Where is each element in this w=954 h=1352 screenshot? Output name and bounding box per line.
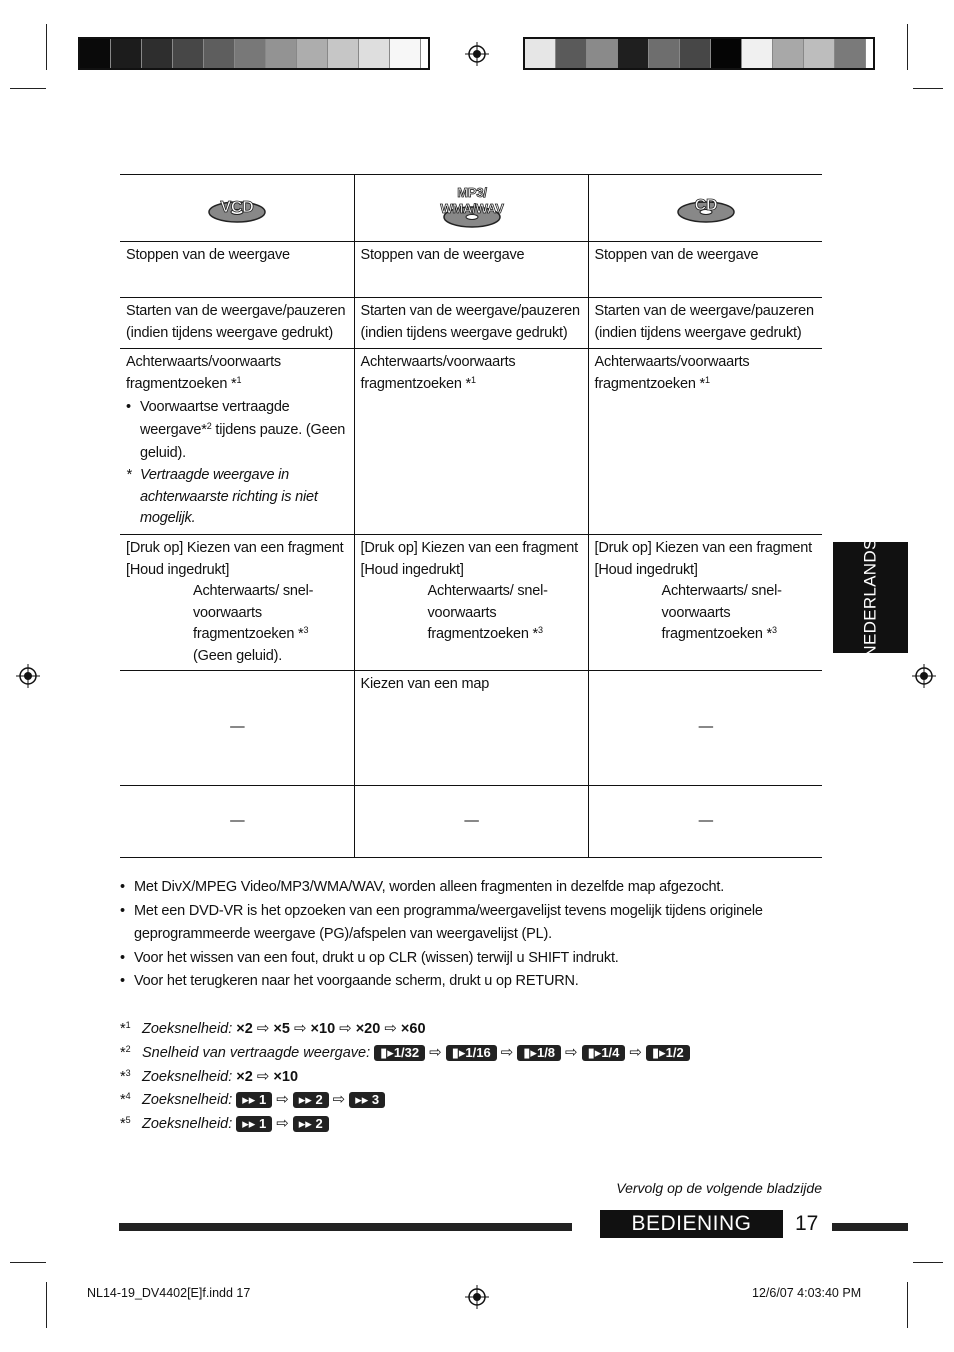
table-cell: — — [588, 671, 822, 786]
table-cell: Stoppen van de weergave — [126, 247, 290, 263]
mp3-wma-wav-disc-icon — [361, 178, 583, 238]
table-cell: Starten van de weergave/pauzeren (indien tijdens weergave gedrukt) — [126, 303, 346, 341]
table-cell: [Druk op] Kiezen van een fragment [Houd ingedrukt] Achterwaarts/ snel-voorwaarts fragmentzoeken *$^3$ — [354, 535, 588, 671]
list-item: • Met DivX/MPEG Video/MP3/WMA/WAV, worden alleen fragmenten in dezelfde map afgezocht. — [120, 879, 725, 895]
footer-rule — [832, 1223, 908, 1231]
crop-mark — [913, 1262, 943, 1263]
footnote-1: *$^1$ Zoeksnelheid: ×2 ⇨ ×5 ⇨ ×10 ⇨ ×20 ⇨ ×60 — [120, 1020, 426, 1037]
registration-mark-icon — [912, 664, 936, 688]
table-row — [120, 349, 822, 535]
table-cell: Achterwaarts/voorwaarts fragmentzoeken *$^1$ — [588, 349, 822, 535]
list-item: • Voor het terugkeren naar het voorgaande scherm, drukt u op RETURN. — [120, 973, 579, 989]
table-cell: — — [588, 786, 822, 858]
registration-mark-icon — [16, 664, 40, 688]
disc-label: VCD — [220, 199, 254, 216]
list-item: • Voor het wissen van een fout, drukt u op CLR (wissen) terwijl u SHIFT indrukt. — [120, 949, 619, 966]
footer-rule — [119, 1223, 572, 1231]
table-cell: — — [354, 786, 588, 858]
fast-forward-badge: ▸▸ 2 — [293, 1116, 329, 1132]
italic-note: Vertraagde weergave in achterwaarste richting is niet mogelijk. — [140, 467, 318, 526]
crop-mark — [907, 1282, 908, 1328]
slow-play-badge: ▮▸1/16 — [446, 1045, 497, 1061]
table-row — [120, 786, 822, 858]
cell-text: Achterwaarts/voorwaarts fragmentzoeken * — [126, 354, 281, 392]
table-row — [120, 298, 822, 349]
crop-mark — [907, 24, 908, 70]
table-row — [120, 175, 822, 242]
print-slug-left: NL14-19_DV4402[E]f.indd 17 — [87, 1286, 251, 1300]
table-cell: Achterwaarts/voorwaarts fragmentzoeken *$^1$ — [354, 349, 588, 535]
grey-scale-bar-right — [523, 37, 875, 70]
language-tab: NEDERLANDS — [833, 542, 908, 653]
slow-play-badge: ▮▸1/8 — [517, 1045, 561, 1061]
footnote-4: *$^4$ Zoeksnelheid: ▸▸ 1 ⇨ ▸▸ 2 ⇨ ▸▸ 3 — [120, 1090, 385, 1110]
function-table — [120, 174, 822, 858]
table-cell — [120, 175, 354, 242]
fast-forward-badge: ▸▸ 1 — [236, 1092, 272, 1108]
table-cell: Starten van de weergave/pauzeren (indien tijdens weergave gedrukt) — [354, 298, 588, 349]
print-slug-right: 12/6/07 4:03:40 PM — [752, 1286, 862, 1300]
table-row — [120, 535, 822, 671]
registration-mark-icon — [465, 42, 489, 66]
table-cell: Achterwaarts/voorwaarts fragmentzoeken *$^1$ • Voorwaartse vertraagde weergave*$^2$ tijdens pauze. (Geen geluid). * Vertraagde weergave in achterwaarste richting is niet mogelijk. — [120, 349, 354, 535]
fast-forward-badge: ▸▸ 1 — [236, 1116, 272, 1132]
table-cell: Stoppen van de weergave — [354, 242, 588, 298]
table-cell: — — [230, 719, 245, 736]
crop-mark — [913, 88, 943, 89]
slow-play-badge: ▮▸1/4 — [582, 1045, 626, 1061]
table-cell — [354, 175, 588, 242]
table-row — [120, 242, 822, 298]
crop-mark — [46, 24, 47, 70]
footnote-5: *$^5$ Zoeksnelheid: ▸▸ 1 ⇨ ▸▸ 2 — [120, 1114, 329, 1134]
slow-play-badge: ▮▸1/2 — [646, 1045, 690, 1061]
slow-play-badge: ▮▸1/32 — [374, 1045, 425, 1061]
list-item: • Met een DVD-VR is het opzoeken van een programma/weergavelijst tevens mogelijk tijdens originele geprogrammeerde weergave (PG)/afspelen van weergavelijst (PL). — [120, 902, 763, 942]
disc-label-line2: WMA/WAV — [439, 201, 504, 216]
cd-disc-icon — [595, 178, 818, 238]
notes-list — [120, 876, 820, 994]
footnote-3: *$^3$ Zoeksnelheid: ×2 ⇨ ×10 — [120, 1068, 299, 1085]
vcd-disc-icon — [126, 178, 349, 238]
registration-mark-icon — [465, 1285, 489, 1309]
table-cell — [588, 175, 822, 242]
crop-mark — [10, 88, 46, 89]
fast-forward-badge: ▸▸ 3 — [349, 1092, 385, 1108]
section-label: BEDIENING — [600, 1210, 783, 1238]
disc-label: CD — [694, 197, 718, 214]
grey-scale-bar-left — [78, 37, 430, 70]
table-cell: Stoppen van de weergave — [588, 242, 822, 298]
fast-forward-badge: ▸▸ 2 — [293, 1092, 329, 1108]
table-cell: [Druk op] Kiezen van een fragment [Houd ingedrukt] Achterwaarts/ snel-voorwaarts fragmentzoeken *$^3$ — [588, 535, 822, 671]
table-cell: — — [230, 812, 245, 829]
disc-label-line1: MP3/ — [456, 185, 487, 200]
footnote-2: *$^2$ Snelheid van vertraagde weergave: ▮▸1/32 ⇨ ▮▸1/16 ⇨ ▮▸1/8 ⇨ ▮▸1/4 ⇨ ▮▸1/2 — [120, 1043, 690, 1063]
crop-mark — [10, 1262, 46, 1263]
table-cell: [Druk op] Kiezen van een fragment [Houd ingedrukt] Achterwaarts/ snel-voorwaarts fragmentzoeken *$^3$ (Geen geluid). — [126, 540, 344, 664]
continued-note: Vervolg op de volgende bladzijde — [616, 1180, 822, 1196]
crop-mark — [46, 1282, 47, 1328]
page-number: 17 — [795, 1212, 819, 1235]
table-cell: Starten van de weergave/pauzeren (indien tijdens weergave gedrukt) — [588, 298, 822, 349]
table-row — [120, 671, 822, 786]
table-cell: Kiezen van een map — [354, 671, 588, 786]
